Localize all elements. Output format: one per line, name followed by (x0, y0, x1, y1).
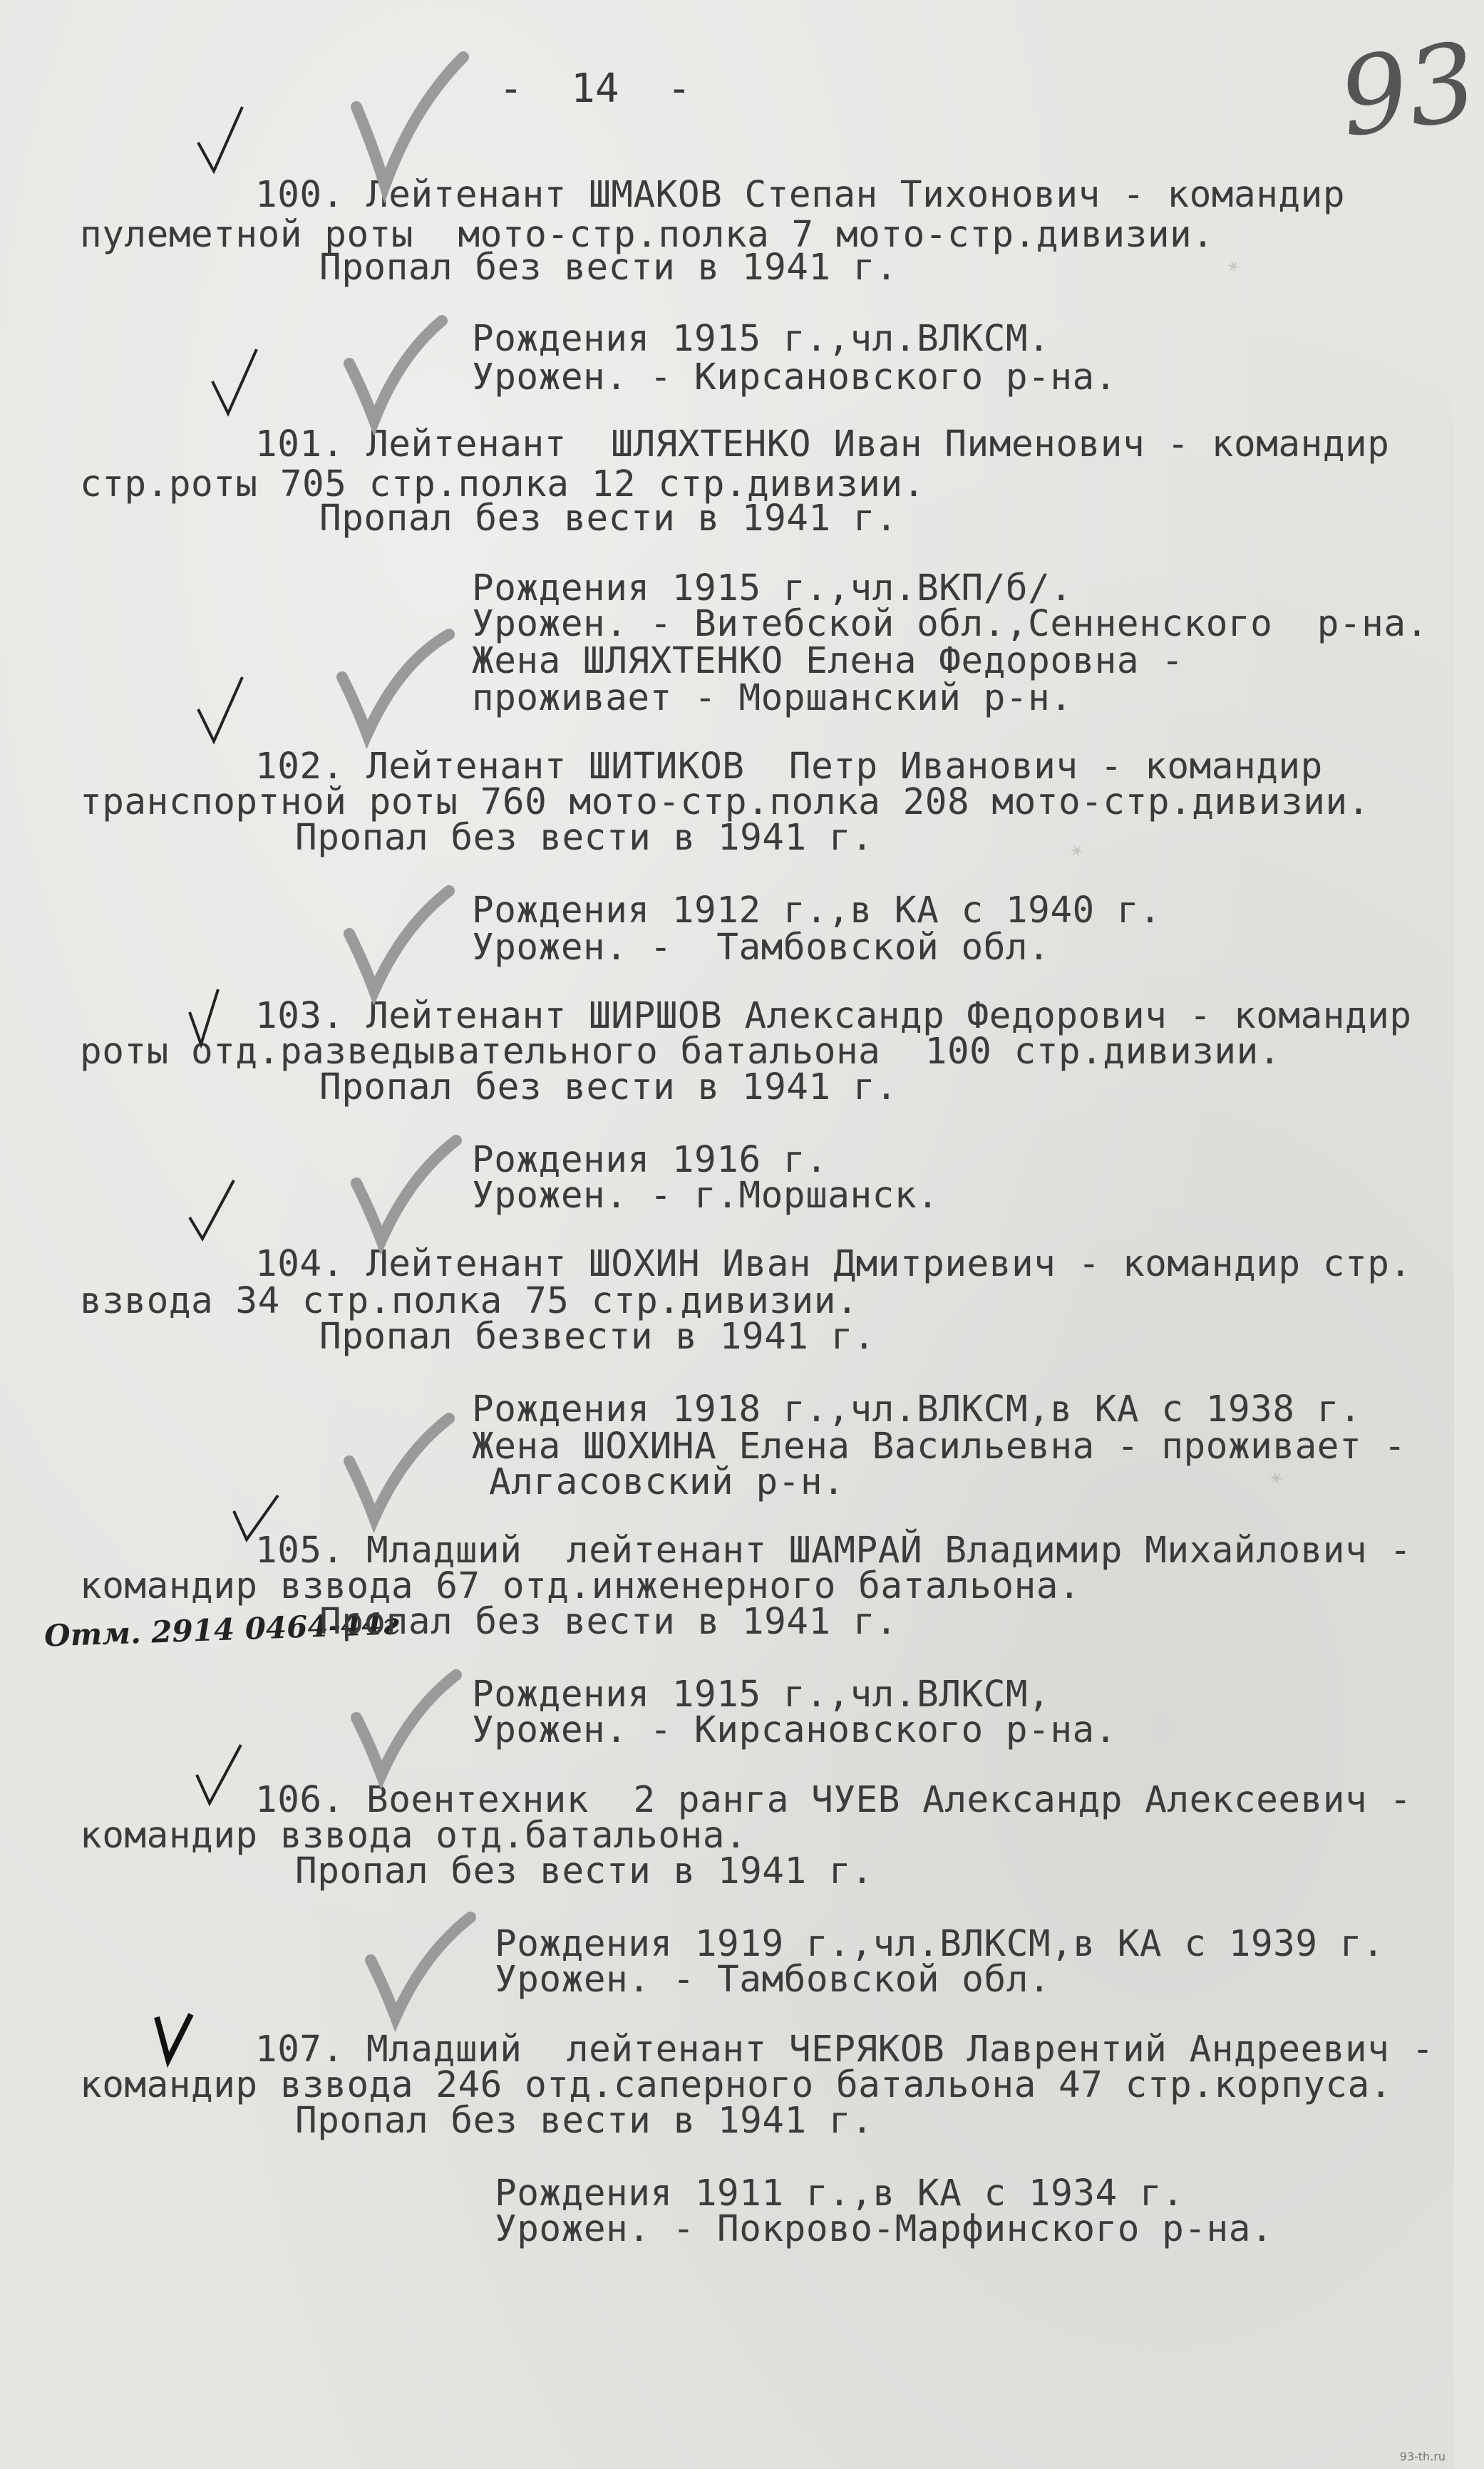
entry-101-status: Пропал без вести в 1941 г. (319, 498, 898, 540)
entry-107-status: Пропал без вести в 1941 г. (295, 2100, 874, 2142)
entry-101-spouse: Жена ШЛЯХТЕНКО Елена Федоровна - (472, 640, 1184, 682)
entry-101-unit: стр.роты 705 стр.полка 12 стр.дивизии. (80, 463, 925, 505)
entry-103-origin: Урожен. - г.Моршанск. (472, 1175, 939, 1217)
watermark: ✶ (1066, 839, 1088, 865)
entry-106-origin: Урожен. - Тамбовской обл. (495, 1959, 1051, 2001)
watermark: ✶ (1222, 254, 1245, 280)
entry-102-birth: Рождения 1912 г.,в КА с 1940 г. (472, 890, 1162, 932)
entry-100-origin: Урожен. - Кирсановского р-на. (472, 356, 1117, 398)
folio-number: 93 (1331, 19, 1484, 162)
entry-100-status: Пропал без вести в 1941 г. (319, 247, 898, 289)
entry-101-heading: 101. Лейтенант ШЛЯХТЕНКО Иван Пименович - командир (255, 423, 1390, 465)
pencil-check-mark-icon (328, 627, 456, 741)
entry-104-spouse: Жена ШОХИНА Елена Васильевна - проживает - (472, 1426, 1406, 1468)
entry-101-origin: Урожен. - Витебской обл.,Сенненского р-на. (472, 603, 1428, 645)
check-mark-icon (228, 1490, 285, 1547)
entry-105-unit: командир взвода 67 отд.инженерного батальона. (80, 1565, 1081, 1607)
entry-104-status: Пропал безвести в 1941 г. (319, 1316, 876, 1358)
pencil-check-mark-icon (342, 1133, 463, 1247)
check-mark-icon (191, 1739, 248, 1810)
pencil-check-mark-icon (335, 1411, 456, 1525)
check-mark-icon (192, 100, 249, 178)
entry-100-unit: пулеметной роты мото-стр.полка 7 мото-стр.дивизии. (80, 214, 1215, 256)
entry-102-heading: 102. Лейтенант ШИТИКОВ Петр Иванович - командир (255, 746, 1323, 788)
pencil-check-mark-icon (356, 1910, 478, 2024)
entry-107-unit: командир взвода 246 отд.саперного батальона 47 стр.корпуса. (80, 2064, 1393, 2106)
check-mark-icon (184, 1175, 241, 1246)
entry-102-status: Пропал без вести в 1941 г. (295, 817, 874, 859)
entry-102-origin: Урожен. - Тамбовской обл. (472, 927, 1051, 969)
entry-104-birth: Рождения 1918 г.,чл.ВЛКСМ,в КА с 1938 г. (472, 1388, 1362, 1431)
entry-107-heading: 107. Младший лейтенант ЧЕРЯКОВ Лаврентий Андреевич - (255, 2029, 1434, 2071)
entry-104-residence: Алгасовский р-н. (489, 1461, 845, 1503)
entry-100-heading: 100. Лейтенант ШМАКОВ Степан Тихонович - командир (255, 174, 1346, 216)
entry-106-birth: Рождения 1919 г.,чл.ВЛКСМ,в КА с 1939 г. (495, 1923, 1385, 1965)
entry-103-birth: Рождения 1916 г. (472, 1139, 828, 1181)
entry-105-heading: 105. Младший лейтенант ШАМРАЙ Владимир Михайлович - (255, 1530, 1412, 1572)
entry-105-birth: Рождения 1915 г.,чл.ВЛКСМ, (472, 1674, 1051, 1716)
watermark: ✶ (1265, 1466, 1288, 1492)
check-mark-icon (207, 342, 264, 421)
pencil-check-mark-icon (335, 884, 456, 998)
entry-103-status: Пропал без вести в 1941 г. (319, 1066, 898, 1108)
entry-106-status: Пропал без вести в 1941 г. (295, 1850, 874, 1892)
check-mark-icon (184, 984, 234, 1055)
entry-104-unit: взвода 34 стр.полка 75 стр.дивизии. (80, 1280, 859, 1322)
entry-105-origin: Урожен. - Кирсановского р-на. (472, 1709, 1117, 1751)
entry-102-unit: транспортной роты 760 мото-стр.полка 208 мото-стр.дивизии. (80, 781, 1370, 823)
entry-101-birth: Рождения 1915 г.,чл.ВКП/б/. (472, 567, 1073, 609)
entry-101-residence: проживает - Моршанский р-н. (472, 677, 1073, 719)
entry-104-heading: 104. Лейтенант ШОХИН Иван Дмитриевич - командир стр. (255, 1243, 1412, 1285)
entry-103-heading: 103. Лейтенант ШИРШОВ Александр Федорович - командир (255, 995, 1412, 1037)
source-mark: 93-th.ru (1399, 2450, 1446, 2463)
entry-100-birth: Рождения 1915 г.,чл.ВЛКСМ. (472, 318, 1051, 360)
entry-107-birth: Рождения 1911 г.,в КА с 1934 г. (495, 2172, 1185, 2215)
entry-105-status: Пропал без вести в 1941 г. (319, 1601, 898, 1643)
check-mark-icon (151, 2010, 201, 2067)
archive-note: Отм. 2914 0464-44г (43, 1606, 400, 1654)
entry-103-unit: роты отд.разведывательного батальона 100 стр.дивизии. (80, 1031, 1282, 1073)
entry-107-origin: Урожен. - Покрово-Марфинского р-на. (495, 2208, 1274, 2250)
check-mark-icon (192, 670, 249, 748)
entry-106-unit: командир взвода отд.батальона. (80, 1815, 748, 1857)
entry-106-heading: 106. Воентехник 2 ранга ЧУЕВ Александр Алексеевич - (255, 1779, 1412, 1821)
pencil-check-mark-icon (342, 1668, 463, 1782)
pencil-check-mark-icon (342, 50, 470, 192)
page-number: - 14 - (499, 66, 691, 112)
pencil-check-mark-icon (335, 314, 449, 428)
